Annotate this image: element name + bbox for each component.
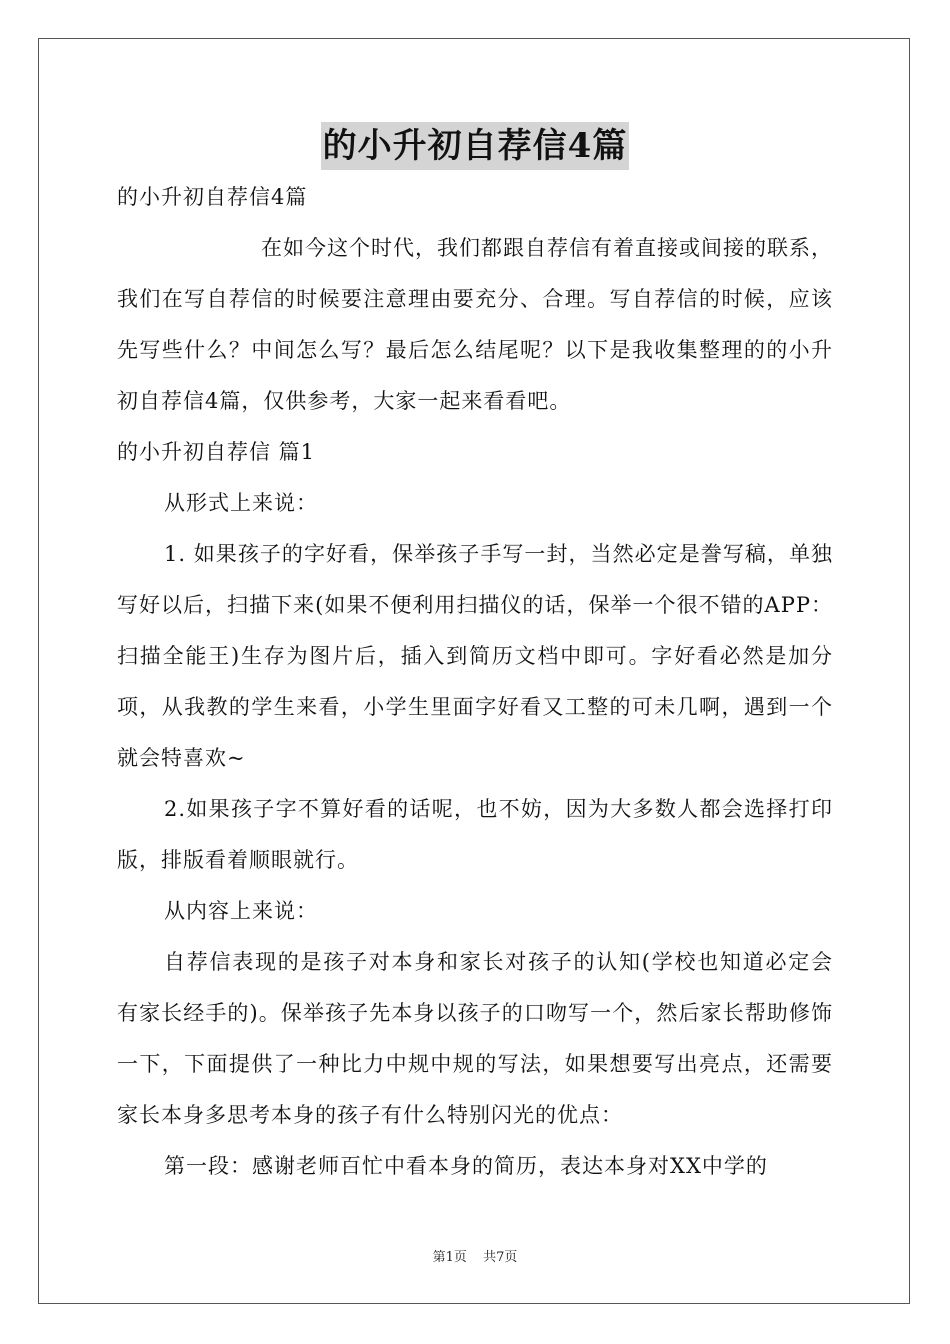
page-number: 第1页 (432, 1250, 467, 1265)
subtitle-line: 的小升初自荐信4篇 (117, 185, 308, 209)
section-heading: 的小升初自荐信 篇1 (117, 440, 316, 464)
intro-paragraph: 在如今这个时代，我们都跟自荐信有着直接或间接的联系，我们在写自荐信的时候要注意理由要充分、合理。写自荐信的时候，应该先写些什么？中间怎么写？最后怎么结尾呢？以下是我收集整理的的小升初自荐信4篇，仅供参考，大家一起来看看吧。 (117, 236, 833, 413)
page-total: 共7页 (483, 1250, 518, 1265)
page-footer (0, 1246, 950, 1265)
document-body (117, 172, 833, 1192)
point-two-paragraph: 2.如果孩子字不算好看的话呢，也不妨，因为大多数人都会选择打印版，排版看着顺眼就行。 (117, 797, 833, 872)
title-container (0, 122, 950, 170)
content-paragraph: 自荐信表现的是孩子对本身和家长对孩子的认知(学校也知道必定会有家长经手的)。保举孩子先本身以孩子的口吻写一个，然后家长帮助修饰一下，下面提供了一种比力中规中规的写法，如果想要写出亮点，还需要家长本身多思考本身的孩子有什么特别闪光的优点： (117, 950, 833, 1127)
content-heading: 从内容上来说： (164, 899, 318, 923)
document-title: 的小升初自荐信4篇 (321, 122, 630, 170)
form-heading: 从形式上来说： (164, 491, 318, 515)
point-one-paragraph: 1. 如果孩子的字好看，保举孩子手写一封，当然必定是誊写稿，单独写好以后，扫描下来(如果不便利用扫描仪的话，保举一个很不错的APP：扫描全能王)生存为图片后，插入到简历文档中即可。字好看必然是加分项，从我教的学生来看，小学生里面字好看又工整的可未几啊，遇到一个就会特喜欢~ (117, 542, 833, 770)
first-section-paragraph: 第一段：感谢老师百忙中看本身的简历，表达本身对XX中学的 (164, 1154, 768, 1178)
